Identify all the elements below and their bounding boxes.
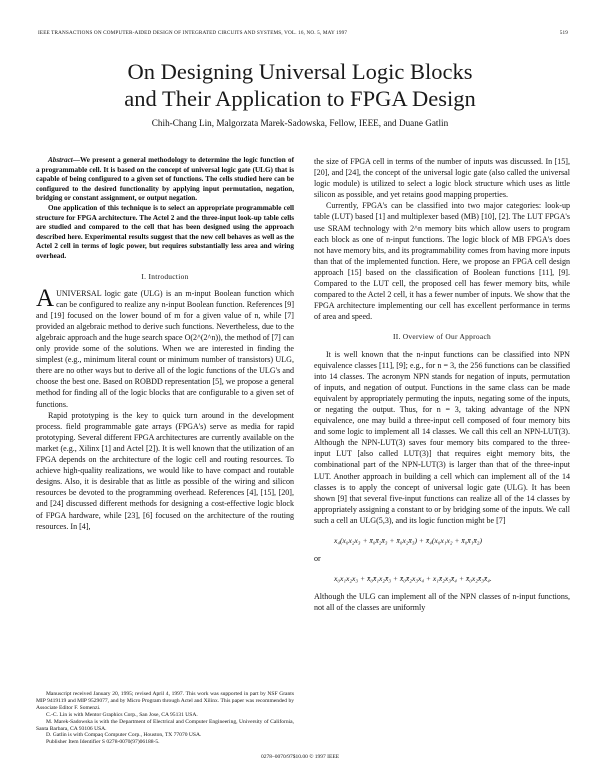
right-paragraph-1: the size of FPGA cell in terms of the number of inputs was discussed. In [15], [20], and [24], the concept of the universal logic gate (also called the universal logic module) is utilized to select a logic block structure which uses as little silicon as possible, and yet retains good mapping properties.	[314, 157, 570, 200]
author-list: Chih-Chang Lin, Malgorzata Marek-Sadowska, Fellow, IEEE, and Duane Gatlin	[151, 118, 449, 128]
abstract-paragraph-1	[36, 156, 294, 204]
abstract-label: Abstract—	[48, 156, 80, 164]
overview-paragraph-2: Although the ULG can implement all of the NPN classes of n-input functions, not all of the classes are uniformly	[314, 592, 570, 613]
overview-paragraph-1: It is well known that the n-input functions can be classified into NPN equivalence classes [11], [9]; e.g., for n = 3, the 256 functions can be classified into 14 classes. The acronym NPN stands for negation of inputs, permutation of inputs, and negation of output. Functions in the same class can be made equivalent by appropriately permuting the inputs, negating some of the inputs, or negating the output. Thus, for n = 3, taking advantage of the NPN equivalence, one may build a three-input cell composed of four memory bits and some logic to implement all 14 classes. We call this cell an NPN-LUT(3). Although the NPN-LUT(3) saves four memory bits compared to the three-input LUT [also called LUT(3)] that requires eight memory bits, the combinational part of the NPN-LUT(3) is larger than that of the three-input LUT. Another approach in building a cell which can implement all of the 14 classes is to apply the concept of universal logic gate (ULG). It has been shown [9] that several five-input functions can realize all of the 14 classes by appropriately assigning a constant to or by bridging some of the inputs. We call such a cell an ULG(5,3), and its logic function might be [7]	[314, 349, 570, 525]
intro-text-1: UNIVERSAL logic gate (ULG) is an m-input Boolean function which can be configured to realize any n-input Boolean function. References [9] and [19] focused on the lower bound of m for a given value of n, while [7] provided an algebraic method to derive such functions. Nevertheless, due to the algebraic approach and the huge search space O(2^(2^n)), the method of [7] can only provide some of the solutions. When we are interested in finding the simplest (e.g., minimum literal count or minimum number of transistors) ULG, there are no other ways but to derive all of the logic functions of the ULG's and choose the best one. Based on ROBDD representation [5], we propose a general method for finding all of the logic blocks that are configurable to a given set of functions.	[36, 288, 295, 409]
intro-paragraph-1	[36, 284, 295, 410]
abstract	[36, 156, 294, 262]
right-paragraph-2: Currently, FPGA's can be classified into two major categories: look-up table (LUT) based [1] and multiplexer based (MB) [10], [2]. The LUT FPGA's use SRAM technology with 2^n memory bits which allow users to program each block as one of n-input functions. The logic block of MB FPGA's does not have memory bits, and its programmability comes from having more inputs than that of the implemented function. Here, we propose an FPGA cell design approach [15] based on the classification of Boolean functions [11], [9]. Compared to the LUT cell, the proposed cell has fewer memory bits, while compared to the Actel 2 cell, it has a fewer number of inputs. We show that the FPGA architecture implementing our cell has excellent performance in terms of area and speed.	[314, 201, 570, 322]
drop-cap: A	[36, 284, 55, 312]
page-number: 519	[559, 30, 568, 36]
section-heading-overview: II. Overview of Our Approach	[392, 332, 492, 342]
equation-1: x₄(x₀x₂x₃ + x̄₀x̄₂x̄₃ + x̄₀x₂x̄₃) + x̄₄(x₀x₁x₂ + x̄₀x̄₁x̄₂)	[334, 536, 482, 545]
copyright-footer: 0278–0070/97$10.00 © 1997 IEEE	[260, 754, 340, 760]
footnote-identifier: Publisher Item Identifier S 0278-0070(97)06188-5.	[46, 739, 160, 746]
title-line-2: and Their Application to FPGA Design	[124, 86, 476, 111]
footnote-author-2: M. Marek-Sadowska is with the Department of Electrical and Computer Engineering, University of California, Santa Barbara, CA 93106 USA.	[36, 718, 294, 732]
right-column	[314, 156, 570, 613]
paper-title	[0, 58, 600, 112]
left-column	[36, 156, 294, 532]
footnote-manuscript: Manuscript received January 20, 1995; revised April 4, 1997. This work was supported in part by NSF Grants MIP 9419119 and MIP 9529077, and by Micro Program through Actel and Xilinx. This paper was recommended by Associate Editor F. Somenzi.	[36, 691, 294, 711]
section-heading-introduction: I. Introduction	[141, 271, 189, 281]
footnote	[36, 691, 294, 746]
running-header	[38, 30, 568, 40]
equation-2: x₀x₁x₂x₃ + x̄₀x̄₁x₂x̄₃ + x̄₀x̄₂x₃x₄ + x₁x̄₂x₃x̄₄ + x̄₀x₂x̄₃x̄₄.	[334, 574, 492, 584]
intro-paragraph-2: Rapid prototyping is the key to quick turn around in the development process. field programmable gate arrays (FPGA's) serve as media for rapid prototyping. Several different FPGA architectures are currently available on the market (e.g., Xilinx [1] and Actel [2]). It is well known that the utilization of an FPGA depends on the architecture of the logic cell and routing resources. To achieve high-quality realizations, we would like to have compact and routable designs. Also, it is desirable that as little as possible of the wiring and silicon resources be devoted to the programming overhead. References [4], [15], [20], and [24] discussed different methods for designing a cost-effective logic block of FPGA hardware, while [23], [6] focused on the architecture of the routing resources. In [4],	[36, 410, 294, 531]
equation-or: or	[314, 554, 321, 564]
journal-name: IEEE TRANSACTIONS ON COMPUTER-AIDED DESIGN OF INTEGRATED CIRCUITS AND SYSTEMS, VOL. 16, NO. 5, MAY 1997	[38, 30, 348, 36]
title-line-1: On Designing Universal Logic Blocks	[127, 59, 473, 84]
footnote-author-3: D. Gatlin is with Compaq Computer Corp., Houston, TX 77070 USA.	[46, 732, 202, 739]
abstract-text-1: We present a general methodology to determine the logic function of a programmable cell. It is based on the concept of universal logic gate (ULG) that is capable of being configured to a given set of functions. The cells studied here can be configured to the desired functionality by applying input permutation, negation, bridging or constant assignment, or output negation.	[36, 156, 294, 203]
footnote-author-1: C.-C. Lin is with Mentor Graphics Corp., San Jose, CA 95131 USA.	[46, 711, 198, 718]
abstract-paragraph-2: One application of this technique is to select an appropriate programmable cell structure for FPGA architecture. The Actel 2 and the three-input look-up table cells are studied and compared to the cell that has been designed using the approach described here. Experimental results suggest that the new cell behaves as well as the Actel 2 cell in terms of logic power, but requires substantially less area and wiring overhead.	[36, 203, 294, 260]
